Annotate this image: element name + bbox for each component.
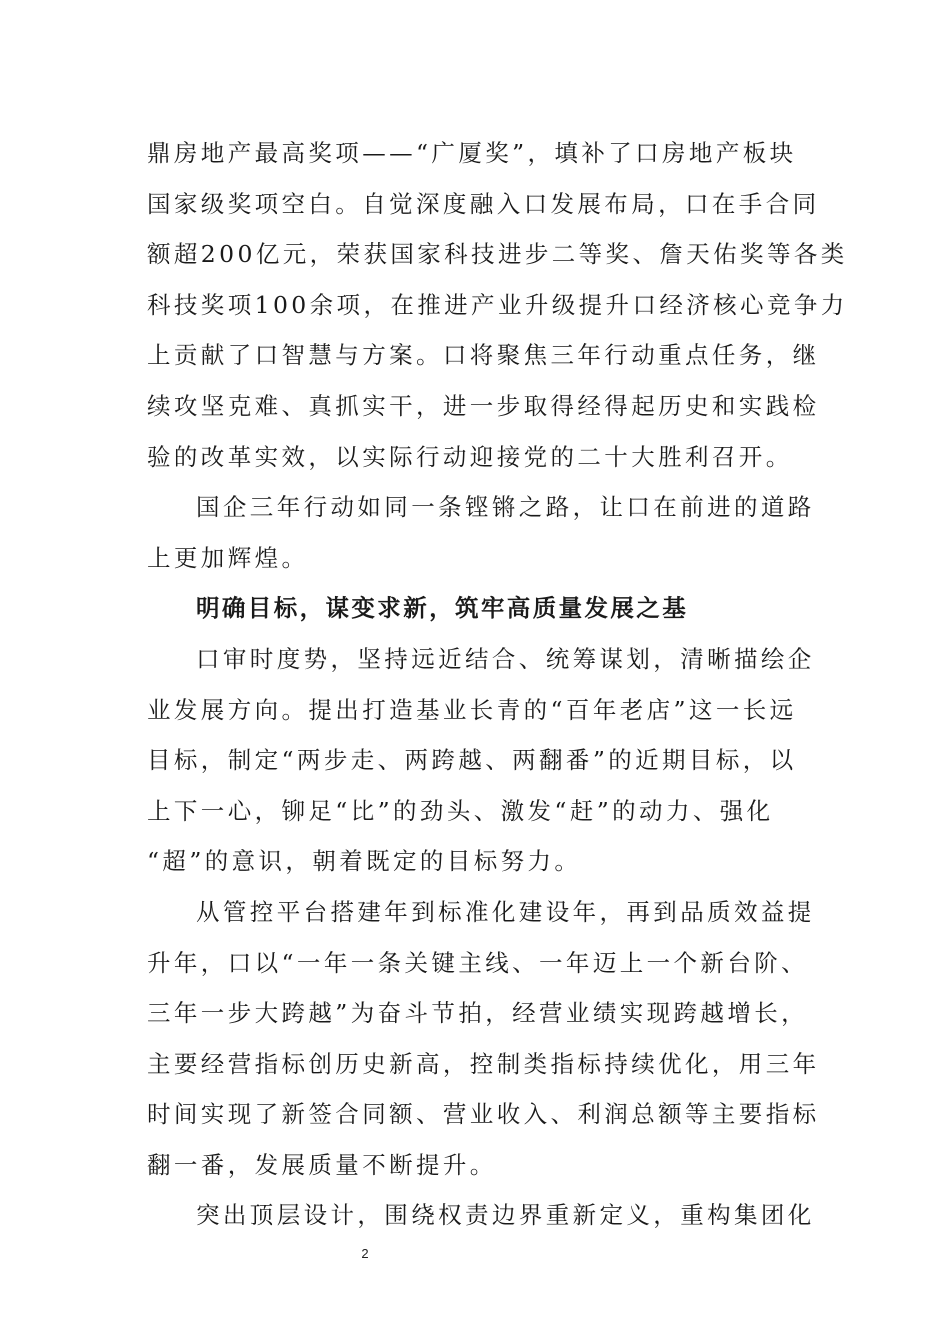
text-line: 时间实现了新签合同额、营业收入、利润总额等主要指标 — [147, 1100, 820, 1129]
paragraph — [147, 1190, 815, 1241]
text-line: 明确目标，谋变求新，筑牢高质量发展之基 — [196, 594, 689, 623]
text-line: 上贡献了口智慧与方案。口将聚焦三年行动重点任务，继 — [147, 341, 820, 370]
text-line: 科技奖项100余项，在推进产业升级提升口经济核心竞争力 — [147, 290, 848, 319]
text-line: “超”的意识，朝着既定的目标努力。 — [147, 847, 582, 876]
text-line: 上下一心，铆足“比”的劲头、激发“赶”的动力、强化 — [147, 796, 774, 825]
paragraph — [147, 634, 815, 887]
text-line: 国企三年行动如同一条铿锵之路，让口在前进的道路 — [196, 493, 815, 522]
section-heading — [147, 583, 807, 634]
text-line: 额超200亿元，荣获国家科技进步二等奖、詹天佑奖等各类 — [147, 240, 848, 269]
document-body — [147, 128, 848, 1241]
text-line: 三年一步大跨越”为奋斗节拍，经营业绩实现跨越增长， — [147, 999, 809, 1028]
text-line: 续攻坚克难、真抓实干，进一步取得经得起历史和实践检 — [147, 391, 820, 420]
text-line: 从管控平台搭建年到标准化建设年，再到品质效益提 — [196, 897, 815, 926]
paragraph — [147, 128, 848, 482]
text-line: 口审时度势，坚持远近结合、统筹谋划，清晰描绘企 — [196, 644, 815, 673]
text-line: 主要经营指标创历史新高，控制类指标持续优化，用三年 — [147, 1049, 820, 1078]
text-line: 目标，制定“两步走、两跨越、两翻番”的近期目标，以 — [147, 746, 797, 775]
text-line: 业发展方向。提出打造基业长青的“百年老店”这一长远 — [147, 695, 797, 724]
text-line: 升年，口以“一年一条关键主线、一年迈上一个新台阶、 — [147, 948, 809, 977]
text-line: 突出顶层设计，围绕权责边界重新定义，重构集团化 — [196, 1201, 815, 1230]
text-line: 验的改革实效，以实际行动迎接党的二十大胜利召开。 — [147, 442, 793, 471]
text-line: 上更加辉煌。 — [147, 543, 309, 572]
page-number: 2 — [361, 1246, 369, 1261]
text-line: 翻一番，发展质量不断提升。 — [147, 1150, 497, 1179]
text-line: 国家级奖项空白。自觉深度融入口发展布局，口在手合同 — [147, 189, 820, 218]
paragraph — [147, 482, 815, 583]
document-page — [147, 128, 848, 1241]
text-line: 鼎房地产最高奖项——“广厦奖”，填补了口房地产板块 — [147, 139, 797, 167]
paragraph — [147, 887, 820, 1191]
